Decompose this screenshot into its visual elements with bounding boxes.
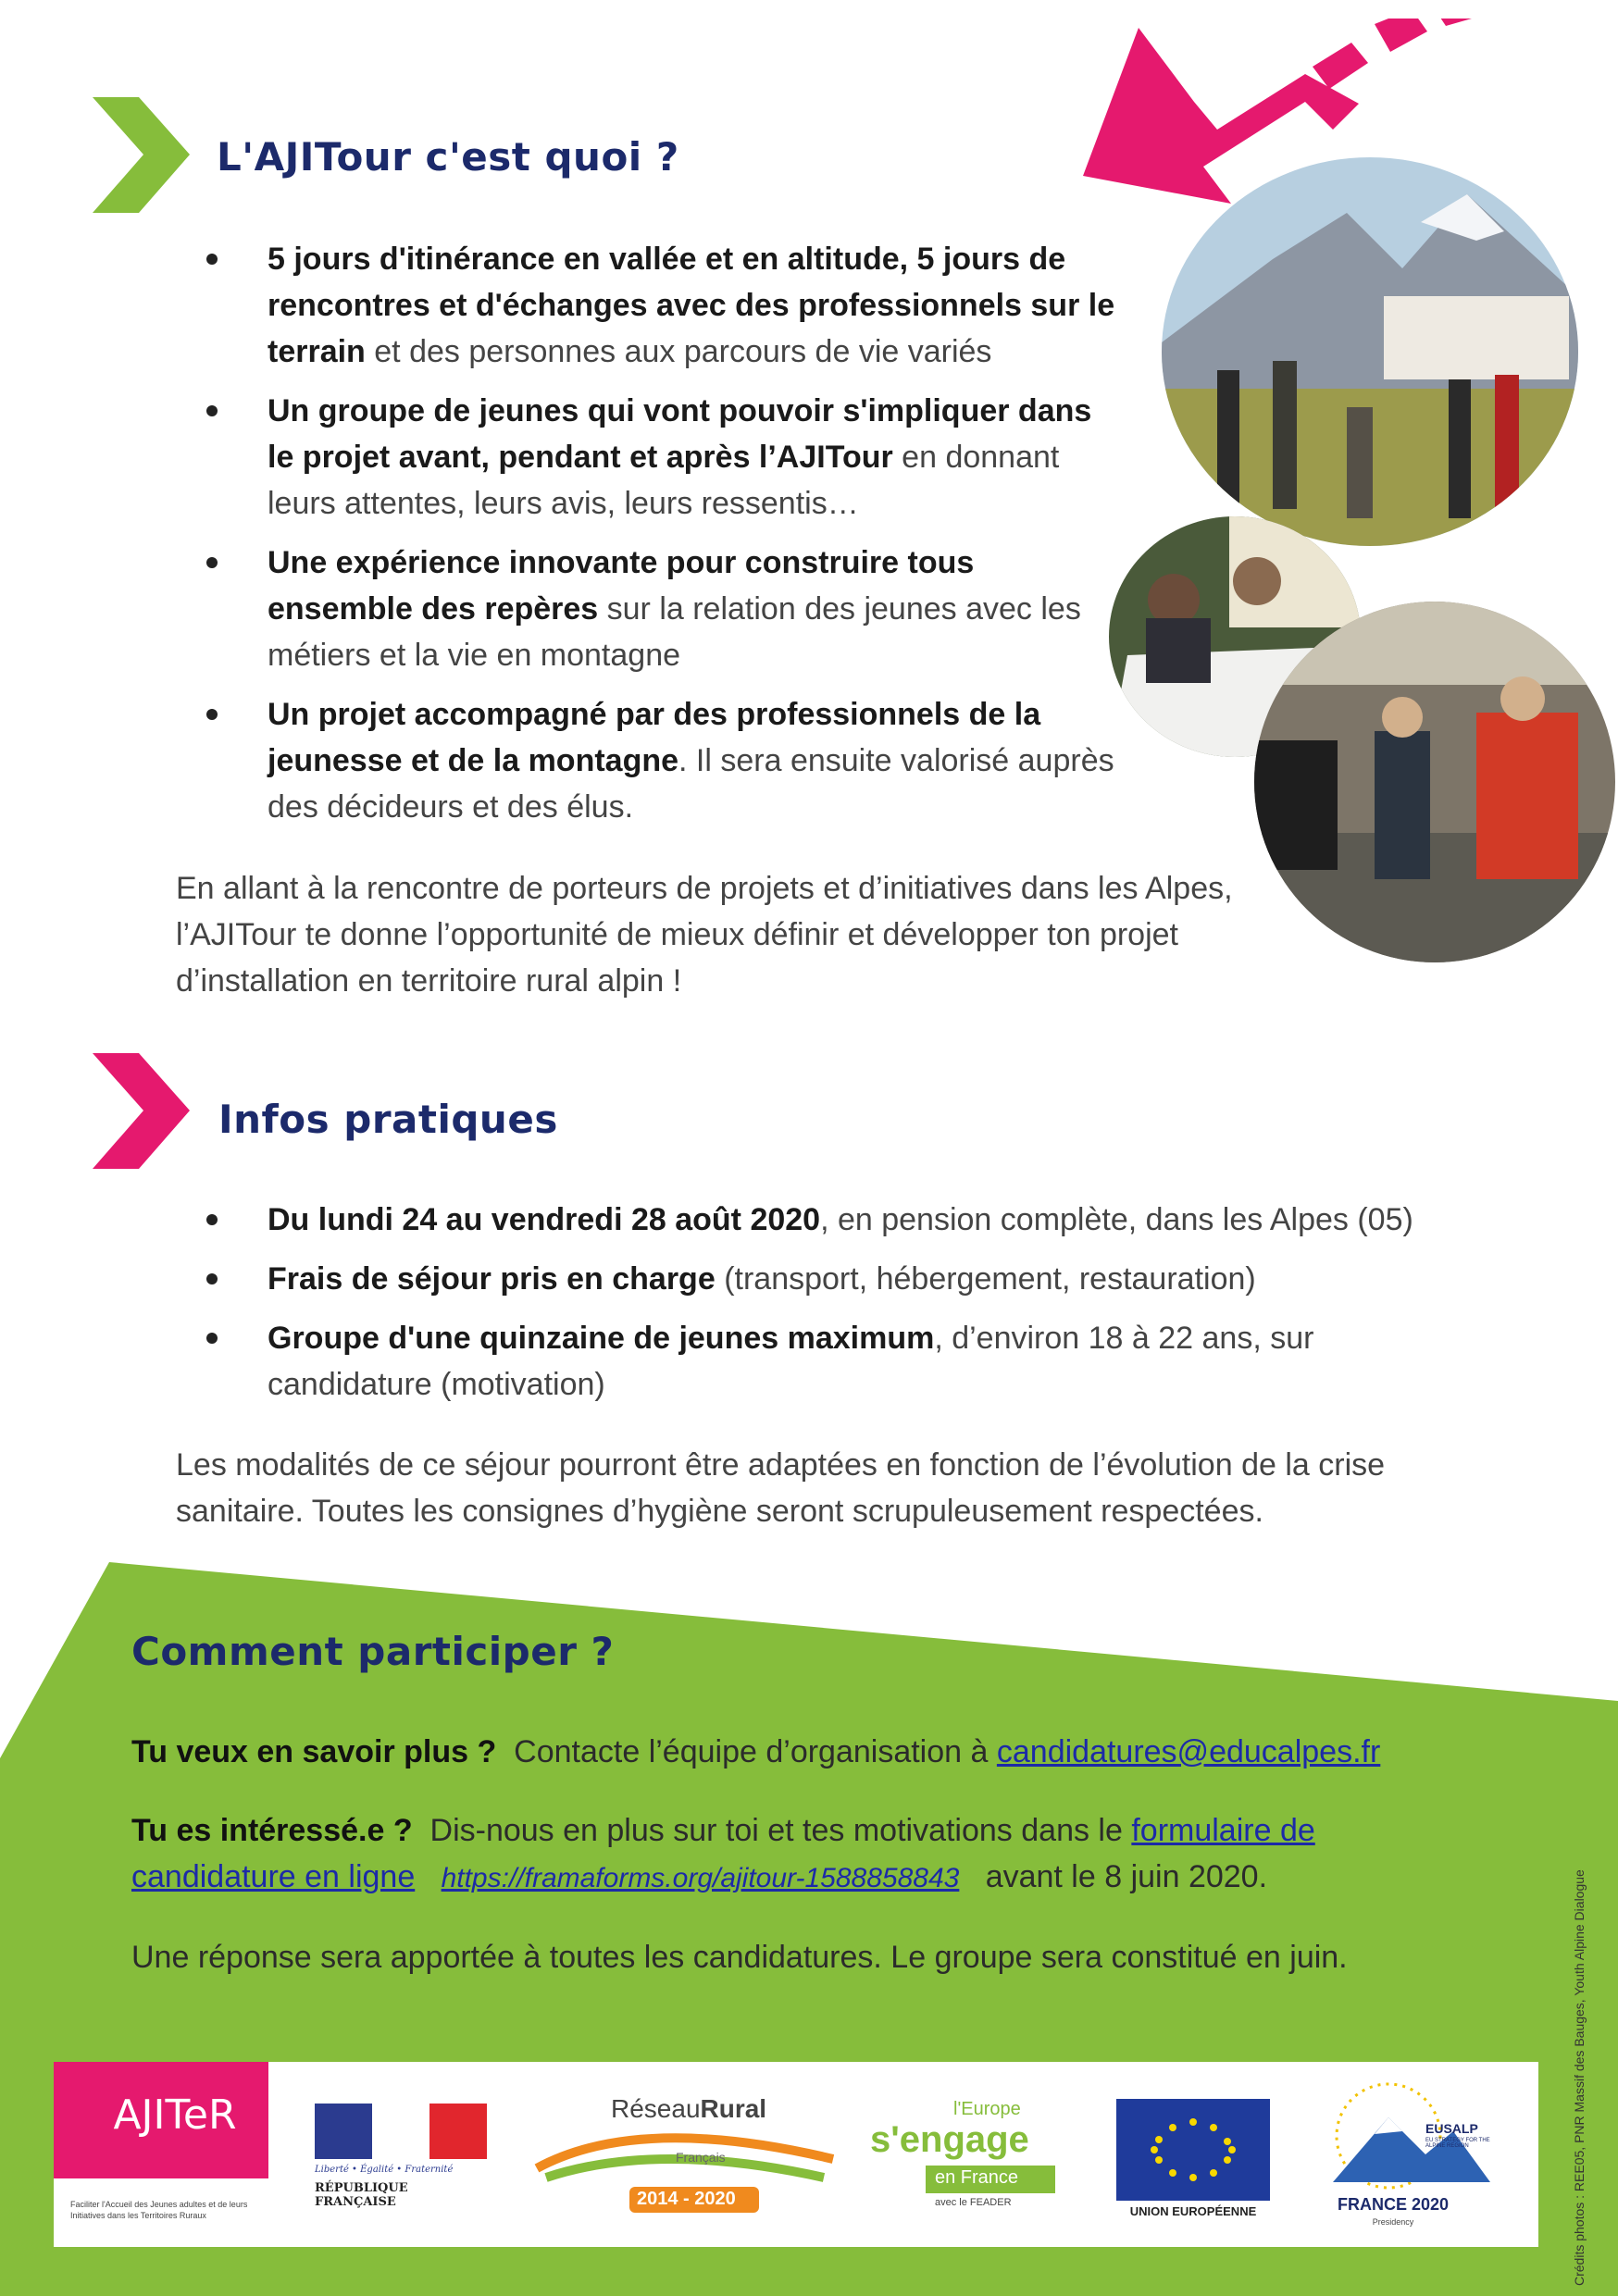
form-link[interactable]: formulaire de candidature en ligne [131, 1813, 1315, 1894]
list-item: Un groupe de jeunes qui vont pouvoir s'impliquer dans le projet avant, pendant et après l’AJITour en donnant leurs attentes, leurs avis, leurs ressentis… [199, 388, 1125, 527]
bullet-list [199, 236, 1125, 843]
reseau-rural-logo: RéseauRural Français 2014 - 2020 [528, 2094, 842, 2224]
photo-barn-visit [1254, 602, 1615, 962]
europe-engage-logo: l'Europe s'engage en France avec le FEADER [870, 2099, 1055, 2219]
form-url[interactable]: https://framaforms.org/ajitour-1588858843 [441, 1863, 960, 1893]
list-item: Groupe d'une quinzaine de jeunes maximum, d’environ 18 à 22 ans, sur candidature (motivation) [199, 1315, 1350, 1408]
photo-mountain-group [1162, 157, 1578, 546]
info-paragraph: Les modalités de ce séjour pourront être adaptées en fonction de l’évolution de la crise sanitaire. Toutes les consignes d’hygiène seront scrupuleusement respectées. [176, 1447, 1386, 1529]
response-line: Une réponse sera apportée à toutes les candidatures. Le groupe sera constitué en juin. [131, 1940, 1348, 1975]
section-title: Comment participer ? [131, 1629, 615, 1674]
chevron-right-icon [93, 97, 190, 213]
apply-line: Tu es intéressé.e ? Dis-nous en plus sur toi et tes motivations dans le formulaire de candidature en ligne https://framaforms.org/ajitour-1588858843 avant le 8 juin 2020. [131, 1813, 1315, 1894]
ajiter-logo [54, 2062, 296, 2247]
section-title: L'AJITour c'est quoi ? [217, 134, 679, 180]
contact-line: Tu veux en savoir plus ? Contacte l’équipe d’organisation à candidatures@educalpes.fr [131, 1734, 1381, 1769]
union-europeenne-logo: UNION EUROPÉENNE [1116, 2099, 1270, 2219]
ajiter-tagline: Faciliter l'Accueil des Jeunes adultes et de leurs Initiatives dans les Territoires Ruraux [70, 2200, 248, 2220]
republique-francaise-logo: Liberté • Égalité • Fraternité RÉPUBLIQUE FRANÇAISE [315, 2104, 491, 2215]
photo-credits: Crédits photos : REE05, PNR Massif des Bauges, Youth Alpine Dialogue [1572, 1869, 1587, 2286]
partner-logos [268, 2062, 1538, 2247]
list-item: 5 jours d'itinérance en vallée et en altitude, 5 jours de rencontres et d'échanges avec des professionnels sur le terrain et des personnes aux parcours de vie variés [199, 236, 1125, 375]
list-item: Une expérience innovante pour construire tous ensemble des repères sur la relation des jeunes avec les métiers et la vie en montagne [199, 540, 1125, 678]
bullet-list [199, 1197, 1541, 1421]
section-title: Infos pratiques [218, 1097, 558, 1142]
ajiter-name: AJITeR [113, 2091, 237, 2139]
intro-paragraph: En allant à la rencontre de porteurs de projets et d’initiatives dans les Alpes, l’AJITour te donne l’opportunité de mieux définir et développer ton projet d’installation en territoire rural alpin ! [176, 871, 1233, 999]
list-item: Un projet accompagné par des professionnels de la jeunesse et de la montagne. Il sera ensuite valorisé auprès des décideurs et des élus. [199, 691, 1125, 830]
chevron-right-icon [93, 1053, 190, 1169]
list-item: Du lundi 24 au vendredi 28 août 2020, en pension complète, dans les Alpes (05) [199, 1197, 1541, 1243]
email-link[interactable]: candidatures@educalpes.fr [996, 1734, 1381, 1769]
list-item: Frais de séjour pris en charge (transport, hébergement, restauration) [199, 1256, 1541, 1302]
eusalp-logo: EUSALP EU STRATEGY FOR THE ALPINE REGION FRANCE 2020 Presidency [1324, 2080, 1500, 2238]
